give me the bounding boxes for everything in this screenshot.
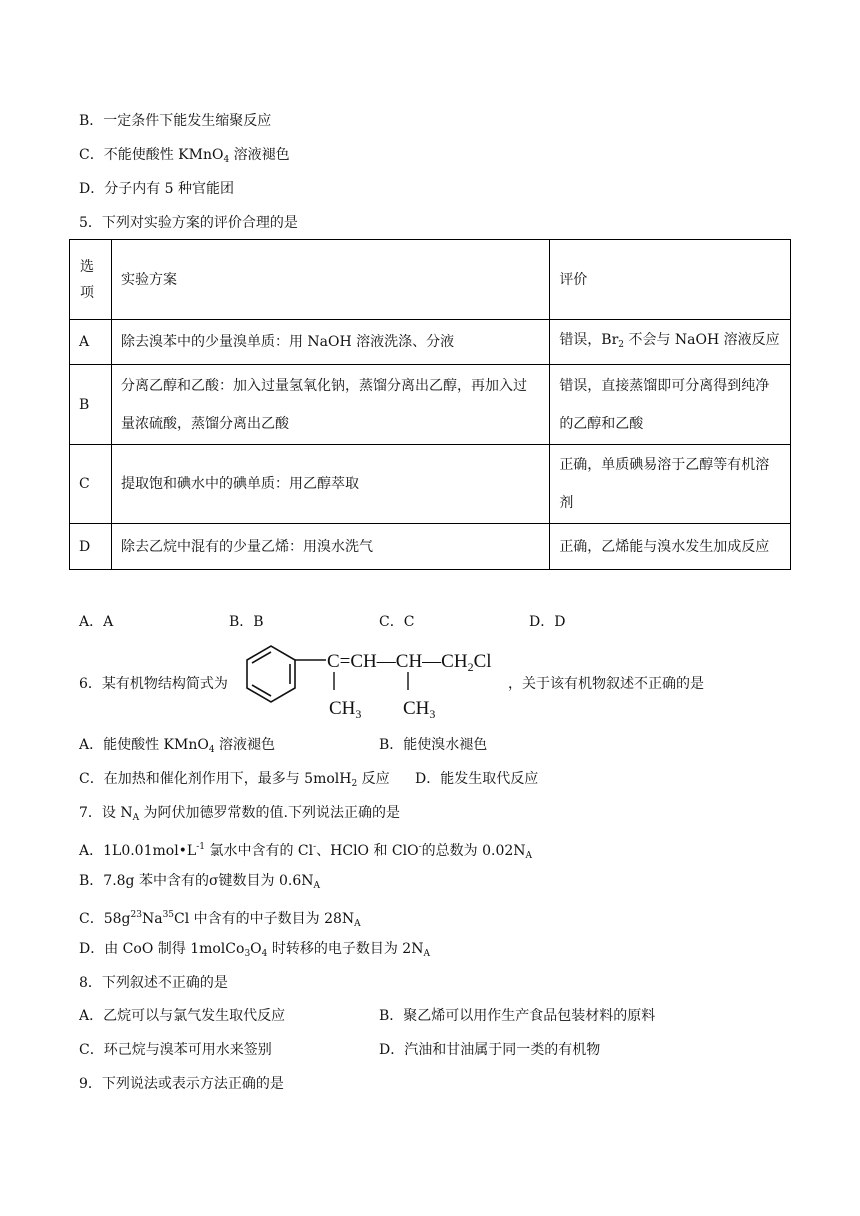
chain-text: $C=CH—CH—CH_2Cl$ [327, 651, 492, 674]
table-row [70, 320, 791, 365]
q8-option-c: C．环己烷与溴苯可用水来签别 [79, 1042, 272, 1058]
table-header-row [70, 240, 791, 320]
row-option: C [70, 445, 112, 524]
methyl-right: $CH_3$ [403, 698, 436, 721]
q8-stem: 8．下列叙述不正确的是 [79, 975, 228, 991]
q8-option-a: A．乙烷可以与氯气发生取代反应 [79, 1008, 286, 1024]
header-plan: 实验方案 [111, 240, 549, 320]
q8-option-d: D．汽油和甘油属于同一类的有机物 [379, 1042, 601, 1058]
table-row [70, 365, 791, 445]
q4-option-b: B．一定条件下能发生缩聚反应 [79, 113, 272, 129]
row-option: D [70, 524, 112, 570]
row-eval: 错误，$Br_2$ 不会与 NaOH 溶液反应 [550, 320, 791, 365]
header-eval: 评价 [550, 240, 791, 320]
q7-option-c: C．$58g^{23}Na^{35}Cl$ 中含有的中子数目为 $28N_A$ [79, 910, 361, 929]
row-option: B [70, 365, 112, 445]
q6-option-b: B．能使溴水褪色 [379, 737, 488, 753]
structural-formula [233, 634, 513, 724]
q5-choice-a: A．A [79, 614, 114, 630]
q7-option-a: A．$1L0.01mol•L^{-1}$ 氯水中含有的 Cl-、HClO 和 ClO-的总数为 $0.02N_A$ [79, 842, 533, 861]
row-eval: 正确，单质碘易溶于乙醇等有机溶剂 [550, 445, 791, 524]
row-eval: 正确，乙烯能与溴水发生加成反应 [550, 524, 791, 570]
q6-stem-start: 6．某有机物结构简式为 [79, 676, 228, 692]
row-option: A [70, 320, 112, 365]
row-plan: 提取饱和碘水中的碘单质：用乙醇萃取 [111, 445, 549, 524]
q5-stem: 5．下列对实验方案的评价合理的是 [79, 215, 298, 231]
row-plan: 除去溴苯中的少量溴单质：用 NaOH 溶液洗涤、分液 [111, 320, 549, 365]
q7-option-b: B．7.8g 苯中含有的σ键数目为 $0.6N_A$ [79, 873, 320, 891]
q6-option-d: D．能发生取代反应 [415, 771, 539, 787]
table-row [70, 524, 791, 570]
q5-choice-d: D．D [529, 614, 566, 630]
row-plan: 分离乙醇和乙酸：加入过量氢氧化钠，蒸馏分离出乙醇，再加入过量浓硫酸，蒸馏分离出乙酸 [111, 365, 549, 445]
q6-option-c: C．在加热和催化剂作用下，最多与 5molH$_2$ 反应 [79, 771, 390, 789]
row-plan: 除去乙烷中混有的少量乙烯：用溴水洗气 [111, 524, 549, 570]
q5-choice-c: C．C [379, 614, 415, 630]
methyl-left: $CH_3$ [329, 698, 362, 721]
q6-option-a: A．能使酸性 KMnO$_4$ 溶液褪色 [79, 737, 276, 755]
table-row [70, 445, 791, 524]
q6-stem-end: ，关于该有机物叙述不正确的是 [508, 676, 704, 692]
header-option: 选项 [70, 240, 112, 320]
q4-option-c: C．不能使酸性 KMnO$_4$ 溶液褪色 [79, 147, 290, 165]
q5-choice-b: B．B [229, 614, 264, 630]
experiment-table [69, 239, 791, 570]
q7-option-d: D．由 CoO 制得 $1molCo_3O_4$ 时转移的电子数目为 $2N_A$ [79, 941, 430, 959]
benzene-ring-icon [247, 646, 295, 702]
q8-option-b: B．聚乙烯可以用作生产食品包装材料的原料 [379, 1008, 656, 1024]
row-eval: 错误，直接蒸馏即可分离得到纯净的乙醇和乙酸 [550, 365, 791, 445]
q7-stem: 7．设 $N_A$ 为阿伏加德罗常数的值.下列说法正确的是 [79, 805, 401, 823]
q4-option-d: D．分子内有 5 种官能团 [79, 181, 235, 197]
q9-stem: 9．下列说法或表示方法正确的是 [79, 1076, 284, 1092]
